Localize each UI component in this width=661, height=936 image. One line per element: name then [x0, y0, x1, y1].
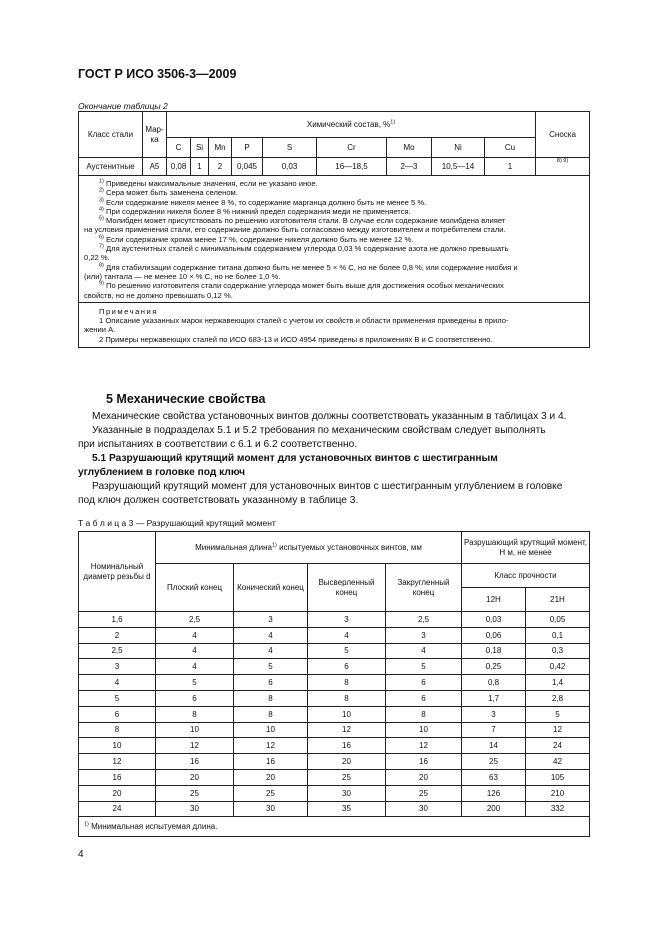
subcol-header: Плоский конец [156, 564, 234, 612]
cell: 0,06 [462, 627, 526, 643]
cell: 5 [156, 675, 234, 691]
footnote-9: $^{9)}$ По решению изготовителя стали содержание углерода может быть выше для достижения особых механических [99, 280, 504, 291]
subcol-header: Закругленный конец [386, 564, 462, 612]
col-torque-header: Разрушающий крутящий момент, Н м, не менее [462, 532, 590, 564]
table-row [79, 801, 590, 817]
table2-footnotes [79, 176, 590, 303]
cell: 20 [234, 769, 308, 785]
cell: 4 [156, 627, 234, 643]
cell: 8 [79, 722, 156, 738]
footnote-3: $^{3)}$ Если содержание никеля менее 8 %, то содержание марганца должно быть не менее 5 %. [99, 197, 427, 207]
cell: 16 [234, 754, 308, 770]
cell: 25 [386, 785, 462, 801]
cell: 63 [462, 769, 526, 785]
cell: 4 [156, 659, 234, 675]
table-row [79, 690, 590, 706]
cell: 0,25 [462, 659, 526, 675]
cell: 3 [386, 627, 462, 643]
cell: 20 [308, 754, 386, 770]
cell: 6 [386, 675, 462, 691]
cell: 30 [386, 801, 462, 817]
cell: 5 [308, 643, 386, 659]
col-chem-header: Химический состав, %$^{1)}$ [167, 112, 536, 138]
cell: 0,03 [263, 158, 317, 176]
cell: 4 [308, 627, 386, 643]
cell: 20 [386, 769, 462, 785]
cell: 8 [234, 690, 308, 706]
cell: 200 [462, 801, 526, 817]
cell: 6 [308, 659, 386, 675]
table-row [79, 627, 590, 643]
class-header: 21H [526, 588, 590, 612]
cell: 8 [386, 706, 462, 722]
cell: 25 [234, 785, 308, 801]
cell: 10 [234, 722, 308, 738]
cell: 4 [156, 643, 234, 659]
col-class-header: Класс стали [79, 112, 143, 158]
cell: 10,5—14 [432, 158, 485, 176]
cell: 3 [308, 612, 386, 628]
cell: 2—3 [387, 158, 432, 176]
cell: 6 [234, 675, 308, 691]
table3-footnote: $^{1)}$ Минимальная испытуемая длина. [79, 817, 590, 837]
cell: 0,3 [526, 643, 590, 659]
subcol-header: Конический конец [234, 564, 308, 612]
footnote-4: $^{4)}$ При содержании никеля более 8 % нижний предел содержания меди не применяется. [99, 206, 411, 216]
table-row [79, 754, 590, 770]
element-header: C [167, 138, 191, 158]
cell: 5 [526, 706, 590, 722]
cell: 12 [234, 738, 308, 754]
cell: 5 [386, 659, 462, 675]
table-row [79, 706, 590, 722]
cell: 16—18,5 [317, 158, 387, 176]
section-title: 5 Механические свойства [106, 392, 266, 406]
footnote-5-cont: на условия применения стали, его содержание должно быть согласовано между изготовителем и потребителем стали. [84, 225, 506, 235]
element-header: S [263, 138, 317, 158]
element-header: Mn [209, 138, 232, 158]
cell: 1 [191, 158, 209, 176]
table-row [79, 722, 590, 738]
paragraph: Механические свойства установочных винтов должны соответствовать указанным в таблицах 3 и 4. Указанные в подразделах 5.1 и 5.2 требования по механическим свойствам следует выполнять при испытаниях в соответствии с 6.1 и 6.2 соответственно. 5.1 Разрушающий крутящий момент для установочных винтов с шестигранным углублением в головке под ключ Разрушающий крутящий момент для установочных винтов с шестигранным углублением в головке под ключ должен соответствовать указанному в таблице 3. [78, 410, 586, 508]
cell: 5 [234, 659, 308, 675]
footnote-8-cont: (или) тантала — не менее 10 × % C, но не более 1,0 %. [84, 271, 281, 281]
footnote-9-cont: свойств, но не должно превышать 0,12 %. [84, 290, 233, 300]
table2-caption: Окончание таблицы 2 [78, 101, 168, 111]
cell: 3 [234, 612, 308, 628]
table-row [79, 612, 590, 628]
cell: 1,6 [79, 612, 156, 628]
cell: 25 [156, 785, 234, 801]
cell: 10 [156, 722, 234, 738]
footnote-7: $^{7)}$ Для аустенитных сталей с минимальным содержанием углерода 0,03 % содержание азота не должно превышать [99, 243, 509, 254]
cell: 12 [386, 738, 462, 754]
cell: 35 [308, 801, 386, 817]
element-header: Ni [432, 138, 485, 158]
table-row [79, 785, 590, 801]
table-row [79, 675, 590, 691]
col-diam-header: Номинальный диаметр резьбы d [79, 532, 156, 612]
cell: A5 [143, 158, 167, 176]
cell: 8 [156, 706, 234, 722]
element-header: Si [191, 138, 209, 158]
note-1: 1 Описание указанных марок нержавеющих сталей с учетом их свойств и области применения приведены в прило- [99, 316, 509, 326]
cell: 10 [386, 722, 462, 738]
cell: 0,18 [462, 643, 526, 659]
cell: 6 [156, 690, 234, 706]
table2-notes [79, 302, 590, 347]
note-1-cont: жении A. [84, 325, 116, 335]
cell: 332 [526, 801, 590, 817]
footnote-8: $^{8)}$ Для стабилизации содержание титана должно быть не менее 5 × % C, но не более 0,8 %, или содержание ниобия и [99, 262, 518, 272]
footnote-2: $^{2)}$ Сера может быть заменена селеном. [99, 187, 238, 198]
cell: 4 [234, 627, 308, 643]
cell: 30 [234, 801, 308, 817]
table-row [79, 738, 590, 754]
cell: 10 [308, 706, 386, 722]
cell: 14 [462, 738, 526, 754]
cell: 2 [209, 158, 232, 176]
subcol-header: Высверленный конец [308, 564, 386, 612]
cell: 6 [79, 706, 156, 722]
cell: 5 [79, 690, 156, 706]
cell: 3 [462, 706, 526, 722]
cell: 12 [156, 738, 234, 754]
element-header: P [232, 138, 263, 158]
cell: 0,08 [167, 158, 191, 176]
cell: 2,5 [79, 643, 156, 659]
cell: 10 [79, 738, 156, 754]
table-row [79, 659, 590, 675]
cell: 24 [79, 801, 156, 817]
cell: 1 [485, 158, 536, 176]
cell: 0,8 [462, 675, 526, 691]
cell: 0,1 [526, 627, 590, 643]
cell: 25 [308, 769, 386, 785]
cell: 16 [386, 754, 462, 770]
cell: 30 [308, 785, 386, 801]
cell: 7 [462, 722, 526, 738]
cell: 12 [79, 754, 156, 770]
cell: 6 [386, 690, 462, 706]
element-header: Mo [387, 138, 432, 158]
cell: 2,5 [386, 612, 462, 628]
footnote-7-cont: 0,22 %. [84, 253, 110, 263]
table2 [78, 111, 590, 348]
cell: 20 [79, 785, 156, 801]
footnote-1: $^{1)}$ Приведены максимальные значения, если не указано иное. [99, 178, 318, 188]
subsection-title: 5.1 Разрушающий крутящий момент для установочных винтов с шестигранным [92, 453, 498, 464]
cell: 4 [79, 675, 156, 691]
table3 [78, 531, 590, 837]
cell: 0,42 [526, 659, 590, 675]
cell: 2,5 [156, 612, 234, 628]
table-row [79, 769, 590, 785]
cell: 0,03 [462, 612, 526, 628]
cell: 16 [79, 769, 156, 785]
table3-caption: Т а б л и ц а 3 — Разрушающий крутящий момент [78, 518, 276, 528]
notes-title: Примечания [99, 306, 158, 316]
cell: 30 [156, 801, 234, 817]
element-header: Cu [485, 138, 536, 158]
cell: 0,045 [232, 158, 263, 176]
page-number: 4 [78, 849, 84, 860]
cell: 0,05 [526, 612, 590, 628]
element-header: Cr [317, 138, 387, 158]
cell: 12 [526, 722, 590, 738]
cell: 8 [308, 690, 386, 706]
footnote-6: $^{6)}$ Если содержание хрома менее 17 %, содержание никеля должно быть не менее 12 %. [99, 234, 414, 244]
table-row [79, 158, 590, 176]
cell: 2 [79, 627, 156, 643]
class-header: 12H [462, 588, 526, 612]
cell: 1,4 [526, 675, 590, 691]
cell: 1,7 [462, 690, 526, 706]
note-2: 2 Примеры нержавеющих сталей по ИСО 683-13 и ИСО 4954 приведены в приложениях B и C соответственно. [99, 334, 493, 344]
cell: 20 [156, 769, 234, 785]
cell: 4 [234, 643, 308, 659]
table-row [79, 643, 590, 659]
col-grade-header: Мар-ка [143, 112, 167, 158]
cell: 8 [234, 706, 308, 722]
cell: 24 [526, 738, 590, 754]
cell: 12 [308, 722, 386, 738]
col-class-header: Класс прочности [462, 564, 590, 588]
cell: 8) 9) [536, 158, 590, 176]
col-note-header: Сноска [536, 112, 590, 158]
cell: 16 [308, 738, 386, 754]
cell: 126 [462, 785, 526, 801]
cell: 3 [79, 659, 156, 675]
cell: 8 [308, 675, 386, 691]
cell: 210 [526, 785, 590, 801]
document-header: ГОСТ Р ИСО 3506-3—2009 [78, 67, 237, 81]
cell: 16 [156, 754, 234, 770]
table3-body [79, 612, 590, 817]
cell: 4 [386, 643, 462, 659]
cell: 2,8 [526, 690, 590, 706]
col-minlen-header: Минимальная длина$^{1)}$ испытуемых установочных винтов, мм [156, 532, 462, 564]
cell: Аустенитные [79, 158, 143, 176]
footnote-5: $^{5)}$ Молибден может присутствовать по решению изготовителя стали. В случае если содержание молибдена влияет [99, 215, 506, 226]
cell: 25 [462, 754, 526, 770]
cell: 105 [526, 769, 590, 785]
cell: 42 [526, 754, 590, 770]
